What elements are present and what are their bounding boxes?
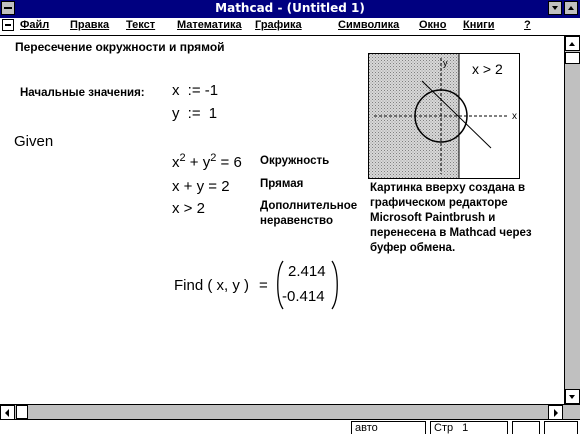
maximize-button[interactable] [564,1,578,15]
menu-graphics[interactable]: Графика [255,19,302,31]
status-bar [0,419,580,435]
minimize-icon [552,6,558,10]
menu-edit[interactable]: Правка [70,19,110,31]
arrow-right-icon [554,409,558,417]
arrow-up-icon [569,42,575,46]
menu-math[interactable]: Математика [177,19,242,31]
status-page-number: 1 [462,422,469,434]
initial-values-label: Начальные значения: [20,87,145,99]
eq2-label: Прямая [260,178,304,190]
x-init-region[interactable] [172,82,218,99]
result-value-2: -0.414 [282,288,325,305]
scroll-left-button[interactable] [0,405,15,420]
horizontal-scroll-thumb[interactable] [16,405,28,419]
y-init-val: 1 [208,105,218,122]
y-init-region[interactable] [172,105,217,122]
status-page-label: Стр [434,422,454,434]
pasted-picture[interactable] [368,53,520,179]
vertical-scroll-thumb[interactable] [565,52,580,64]
find-expression[interactable]: Find ( x, y ) [174,277,250,294]
minimize-button[interactable] [548,1,562,15]
note-line: буфер обмена. [370,242,456,254]
menu-text[interactable]: Текст [126,19,156,31]
eq3-label-line2: неравенство [260,215,333,227]
x-init-var: x [172,82,180,99]
inequality[interactable]: x > 2 [172,200,205,217]
horizontal-scrollbar[interactable] [0,404,580,419]
status-cell-empty-2 [544,421,578,434]
result-value-1: 2.414 [288,263,326,280]
note-line: Картинка вверху создана в [370,182,526,194]
eq1-label: Окружность [260,155,330,167]
document-control-menu[interactable] [2,19,14,31]
eq1-exp1: 2 [179,152,186,164]
equation-circle[interactable] [172,152,242,171]
menu-window[interactable]: Окно [419,19,447,31]
eq1-exp2: 2 [210,152,217,164]
picture-graphic [369,54,519,178]
given-keyword[interactable]: Given [14,133,54,150]
y-init-op: := [187,105,201,122]
equation-line[interactable]: x + y = 2 [172,178,230,195]
note-line: Microsoft Paintbrush и [370,212,496,224]
x-init-op: := [187,82,201,99]
scroll-right-button[interactable] [548,405,563,420]
note-line: графическом редакторе [370,197,508,209]
status-mode: авто [351,421,426,434]
picture-label: x > 2 [472,61,503,77]
title-bar [0,0,580,18]
eq3-label-line1: Дополнительное [260,200,358,212]
picture-axis-x: x [512,111,517,122]
x-init-val: -1 [204,82,219,99]
worksheet[interactable] [0,36,564,404]
menu-help[interactable]: ? [524,19,531,31]
picture-note [370,181,532,256]
menu-bar [0,18,580,36]
note-line: перенесена в Mathcad через [370,227,532,239]
menu-books[interactable]: Книги [463,19,495,31]
arrow-down-icon [569,395,575,399]
eq1-x: x [172,154,180,171]
eq1-plus-y: + y [189,154,211,171]
arrow-left-icon [5,409,9,417]
worksheet-heading: Пересечение окружности и прямой [15,40,225,54]
menu-file[interactable]: Файл [20,19,50,31]
picture-axis-y: y [443,58,448,68]
status-cell-empty-1 [512,421,540,434]
scroll-up-button[interactable] [565,36,580,51]
vertical-scrollbar[interactable] [564,36,580,404]
maximize-icon [568,6,574,10]
eq1-rhs: = 6 [220,154,242,171]
status-page [430,421,508,434]
scroll-down-button[interactable] [565,389,580,404]
window-title: Mathcad - (Untitled 1) [215,1,365,15]
y-init-var: y [172,105,180,122]
find-equals: = [259,277,268,294]
menu-symbolic[interactable]: Символика [338,19,400,31]
